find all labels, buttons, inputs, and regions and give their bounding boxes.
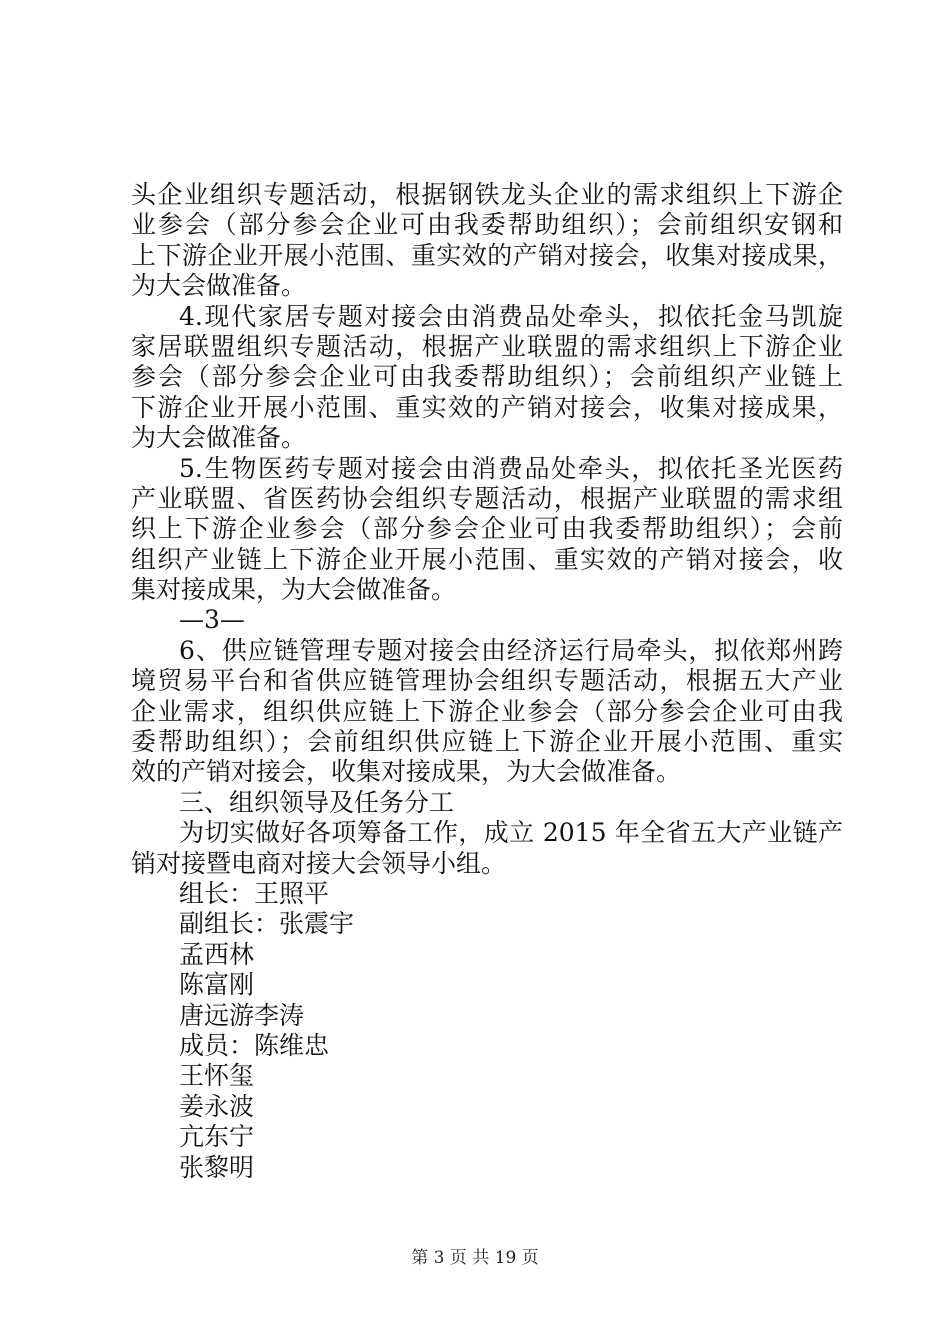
- text-line: 效的产销对接会，收集对接成果，为大会做准备。: [131, 757, 682, 787]
- text-line: 境贸易平台和省供应链管理协会组织专题活动，根据五大产业: [131, 666, 843, 696]
- text-line: 为大会做准备。: [131, 423, 307, 453]
- text-line: 王怀玺: [179, 1061, 255, 1091]
- text-line: —3—: [179, 605, 245, 635]
- text-line: 参会（部分参会企业可由我委帮助组织）；会前组织产业链上: [131, 362, 843, 392]
- text-line: 成员：陈维忠: [179, 1030, 330, 1060]
- document-body: [131, 180, 843, 1183]
- text-line: 组织产业链上下游企业开展小范围、重实效的产销对接会，收: [131, 544, 843, 574]
- text-line: 亢东宁: [179, 1122, 255, 1152]
- text-line: 6、供应链管理专题对接会由经济运行局牵头，拟依郑州跨: [179, 635, 843, 665]
- text-line: 副组长：张震宇: [179, 909, 355, 939]
- text-line: 下游企业开展小范围、重实效的产销对接会，收集对接成果，: [131, 392, 843, 422]
- text-line: 织上下游企业参会（部分参会企业可由我委帮助组织）；会前: [131, 514, 843, 544]
- text-line: 姜永波: [179, 1091, 255, 1121]
- text-line: 为切实做好各项筹备工作，成立 2015 年全省五大产业链产: [179, 818, 843, 848]
- text-line: 头企业组织专题活动，根据钢铁龙头企业的需求组织上下游企: [131, 180, 843, 209]
- text-line: 企业需求，组织供应链上下游企业参会（部分参会企业可由我: [131, 696, 843, 726]
- text-line: 为大会做准备。: [131, 271, 307, 301]
- text-line: 4.现代家居专题对接会由消费品处牵头，拟依托金马凯旋: [179, 301, 843, 331]
- text-line: 张黎明: [179, 1152, 255, 1182]
- text-line: 孟西林: [179, 939, 255, 969]
- text-line: 三、组织领导及任务分工: [179, 787, 455, 817]
- text-line: 组长：王照平: [179, 878, 330, 908]
- text-line: 陈富刚: [179, 970, 255, 1000]
- text-line: 产业联盟、省医药协会组织专题活动，根据产业联盟的需求组: [131, 483, 843, 513]
- text-line: 唐远游李涛: [179, 1000, 305, 1030]
- text-line: 上下游企业开展小范围、重实效的产销对接会，收集对接成果，: [131, 240, 843, 270]
- text-line: 委帮助组织）；会前组织供应链上下游企业开展小范围、重实: [131, 727, 843, 757]
- text-line: 集对接成果，为大会做准备。: [131, 575, 457, 605]
- page-footer: 第 3 页 共 19 页: [411, 1248, 539, 1268]
- text-line: 销对接暨电商对接大会领导小组。: [131, 848, 507, 878]
- text-line: 5.生物医药专题对接会由消费品处牵头，拟依托圣光医药: [179, 453, 843, 483]
- text-line: 家居联盟组织专题活动，根据产业联盟的需求组织上下游企业: [131, 331, 843, 361]
- text-line: 业参会（部分参会企业可由我委帮助组织）；会前组织安钢和: [131, 210, 843, 240]
